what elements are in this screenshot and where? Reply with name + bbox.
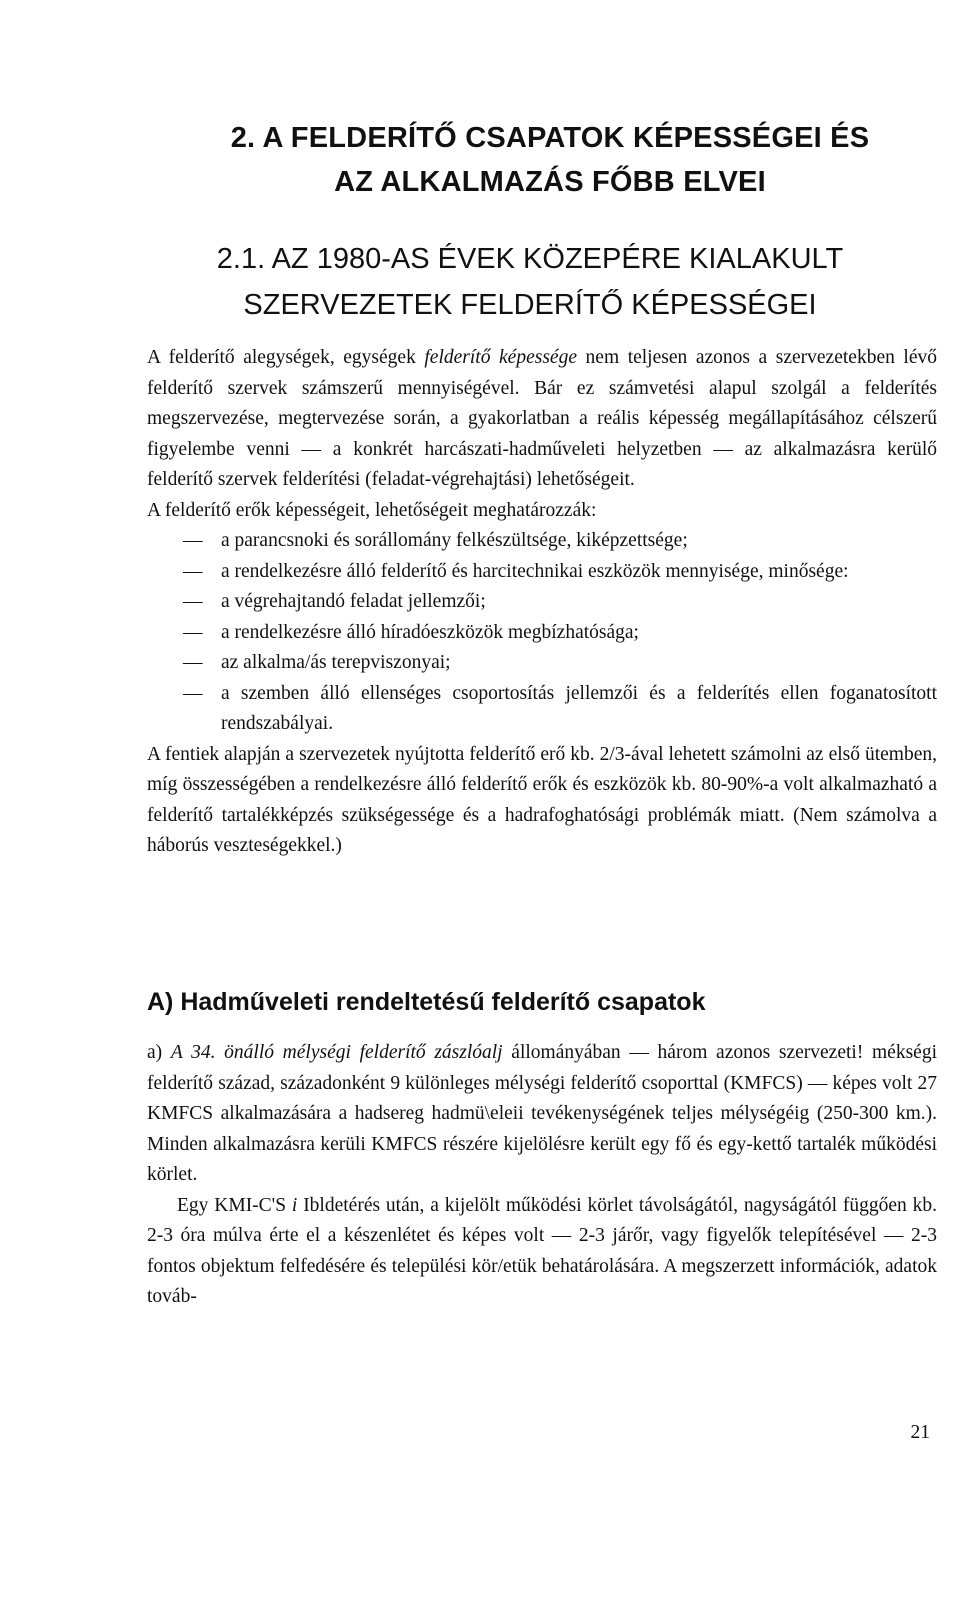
list-item-text: az alkalma/ás terepviszonyai; xyxy=(221,652,451,673)
list-item-text: a rendelkezésre álló híradóeszközök megbízhatósága; xyxy=(221,621,639,643)
paragraph-a-text: állományában — három azonos szervezeti! mékségi felderítő század, századonként 9 különleges mélységi felderítő csoporttal (KMFCS) — képes volt 27 KMFCS alkalmazására a hadsereg hadmü\eleii tevékenységének teljes mélységéig (250-300 km.). Minden alkalmazásra kerüli KMFCS részére kijelölésre került egy fő és egy-kettő tartalék működési körlet. xyxy=(147,1042,937,1185)
list-item-text: a parancsnoki és sorállomány felkészültsége, kiképzettsége; xyxy=(221,530,688,551)
dash-marker: — xyxy=(183,682,203,704)
list-item xyxy=(147,526,937,557)
body-text-lower xyxy=(147,1038,937,1313)
section-title-line-1: 2.1. AZ 1980-AS ÉVEK KÖZEPÉRE KIALAKULT xyxy=(216,243,844,275)
paragraph-b-italic: i xyxy=(291,1194,298,1216)
intro-italic-term: felderítő képessége xyxy=(424,347,577,368)
paragraph-b xyxy=(147,1191,937,1313)
dash-marker: — xyxy=(183,652,203,673)
intro-paragraph xyxy=(147,343,937,496)
paragraph-b-text-1: Egy KMI-C'S xyxy=(177,1194,292,1216)
list-item xyxy=(147,557,937,588)
paragraph-a xyxy=(147,1038,937,1191)
list-item xyxy=(147,618,937,649)
factors-list xyxy=(147,526,937,740)
dash-marker: — xyxy=(183,591,203,612)
page-number: 21 xyxy=(910,1422,930,1443)
list-item-text: a végrehajtandó feladat jellemzői; xyxy=(221,591,486,612)
intro-text-2: nem teljesen azonos a szervezetekben lévő felderítő szervek számszerű mennyiségével. Bár ez számvetési alapul szolgál a felderítés megszervezése, megtervezése során, a gyakorlatban a reális képesség megállapításához célszerű figyelembe venni — a konkrét harcászati-hadműveleti helyzetben — az alkalmazásra kerülő felderítő szervek felderítési (feladat-végrehajtási) lehetőségeit. xyxy=(147,347,937,490)
chapter-title xyxy=(200,116,900,204)
list-item xyxy=(147,648,937,679)
section-title-line-2: SZERVEZETEK FELDERÍTŐ KÉPESSÉGEI xyxy=(243,289,817,321)
intro-text-1: A felderítő alegységek, egységek xyxy=(147,347,425,368)
dash-marker: — xyxy=(183,560,203,582)
subsection-heading: A) Hadműveleti rendeltetésű felderítő csapatok xyxy=(147,988,706,1016)
summary-paragraph: A fentiek alapján a szervezetek nyújtotta felderítő erő kb. 2/3-ával lehetett számolni az első ütemben, míg összességében a rendelkezésre álló felderítő erők és eszközök kb. 80-90%-a volt alkalmazható a felderítő tartalékképzés szükségessége és a hadrafoghatósági problémák miatt. (Nem számolva a háborús veszteségekkel.) xyxy=(147,743,937,856)
list-item-text: a szemben álló ellenséges csoportosítás jellemzői és a felderítés ellen foganatosított rendszabályai. xyxy=(221,682,937,734)
body-text-upper xyxy=(147,343,937,862)
dash-marker: — xyxy=(183,621,203,643)
dash-marker: — xyxy=(183,530,203,551)
paragraph-a-prefix: a) xyxy=(147,1042,171,1063)
factors-lead: A felderítő erők képességeit, lehetőségeit meghatározzák: xyxy=(147,499,597,521)
list-item xyxy=(147,679,937,740)
chapter-title-line-2: AZ ALKALMAZÁS FŐBB ELVEI xyxy=(334,166,766,198)
section-title xyxy=(150,236,910,328)
list-item xyxy=(147,587,937,618)
list-item-text: a rendelkezésre álló felderítő és harcitechnikai eszközök mennyisége, minősége: xyxy=(221,560,849,582)
paragraph-b-text-2: Ibldetérés után, a kijelölt működési körlet távolságától, nagyságától függően kb. 2-3 óra múlva érte el a készenlétet és képes volt — 2-3 járőr, vagy figyelők telepítésével — 2-3 fontos objektum felfedésére és települési kör/etük behatárolására. A megszerzett információk, adatok továb- xyxy=(147,1194,937,1307)
unit-name-italic: A 34. önálló mélységi felderítő zászlóalj xyxy=(170,1042,503,1063)
chapter-title-line-1: 2. A FELDERÍTŐ CSAPATOK KÉPESSÉGEI ÉS xyxy=(230,122,870,154)
